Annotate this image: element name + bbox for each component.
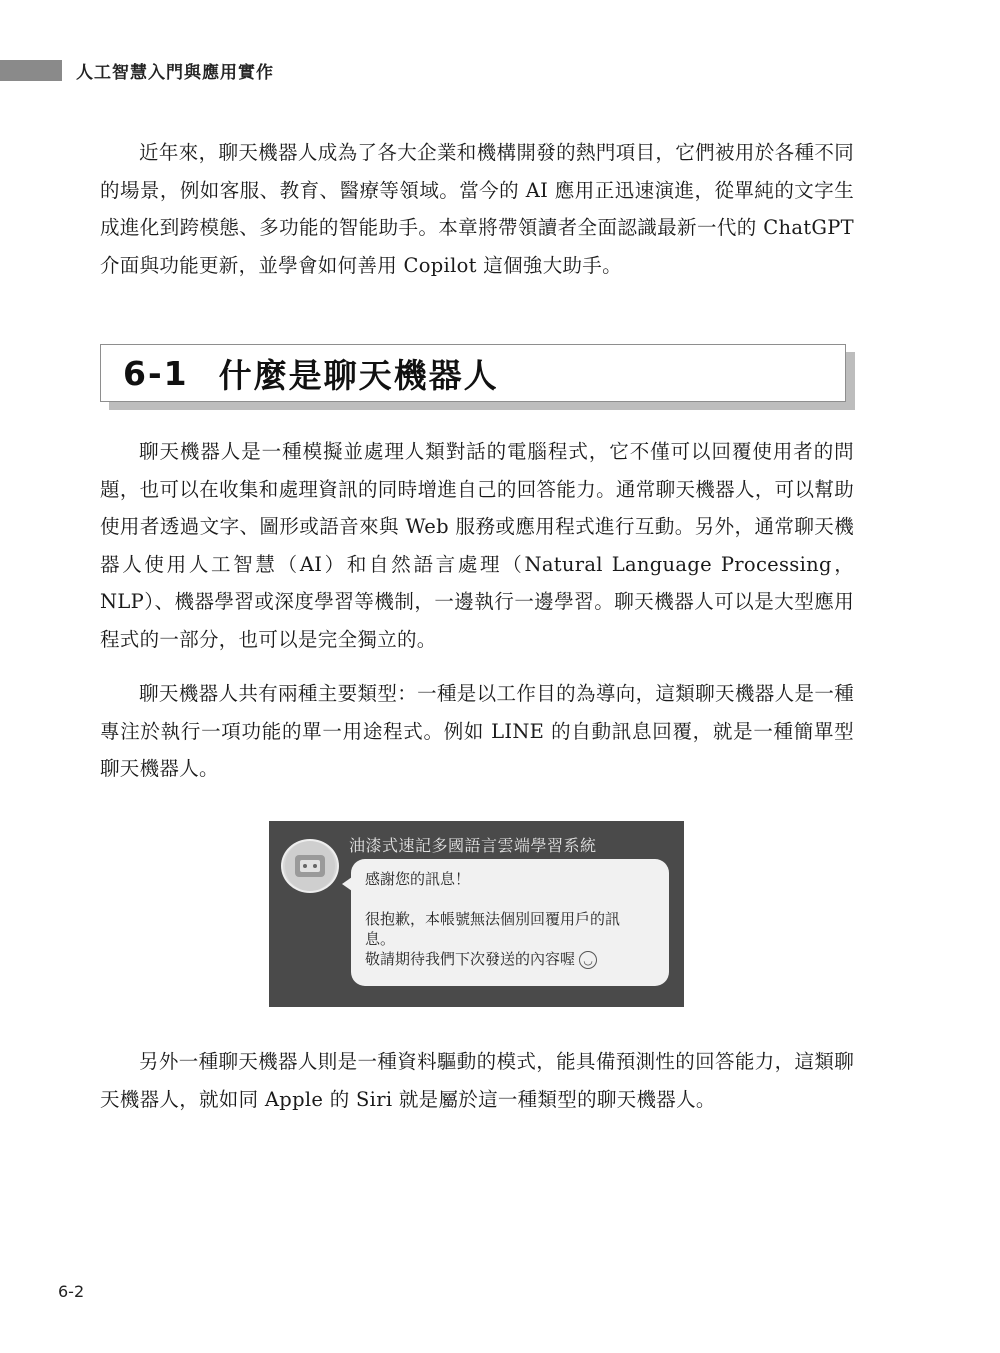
section-title: 什麼是聊天機器人 [218,355,499,395]
chat-screenshot-figure [269,821,684,1007]
intro-paragraph: 近年來，聊天機器人成為了各大企業和機構開發的熱門項目，它們被用於各種不同的場景，例如客服、教育、醫療等領域。當今的 AI 應用正迅速演進，從單純的文字生成進化到跨模態、多功能的智能助手。本章將帶領讀者全面認識最新一代的 ChatGPT 介面與功能更新，並學會如何善用 Copilot 這個強大助手。 [100,141,854,277]
chat-message-line: 感謝您的訊息！ [365,870,471,888]
chat-message-line [365,949,655,969]
data-driven-paragraph: 另外一種聊天機器人則是一種資料驅動的模式，能具備預測性的回答能力，這類聊天機器人，就如同 Apple 的 Siri 就是屬於這一種類型的聊天機器人。 [100,1050,854,1111]
types-paragraph: 聊天機器人共有兩種主要類型：一種是以工作目的為導向，這類聊天機器人是一種專注於執行一項功能的單一用途程式。例如 LINE 的自動訊息回覆，就是一種簡單型聊天機器人。 [100,682,854,780]
chat-sender-name: 油漆式速記多國語言雲端學習系統 [349,836,597,855]
section-heading [100,344,846,402]
smile-icon: ◡ [579,951,597,969]
definition-paragraph: 聊天機器人是一種模擬並處理人類對話的電腦程式，它不僅可以回覆使用者的問題，也可以在收集和處理資訊的同時增進自己的回答能力。通常聊天機器人，可以幫助使用者透過文字、圖形或語音來與 Web 服務或應用程式進行互動。另外，通常聊天機器人使用人工智慧（AI）和自然語言處理（Natural Language Processing，NLP）、機器學習或深度學習等機制，一邊執行一邊學習。聊天機器人可以是大型應用程式的一部分，也可以是完全獨立的。 [100,440,854,651]
header-accent-bar [0,60,62,81]
chat-message-text: 敬請期待我們下次發送的內容喔 [365,950,576,968]
page-number: 6-2 [58,1282,85,1301]
chat-message-line: 息。 [365,930,396,948]
avatar [281,839,339,893]
chat-message-line: 很抱歉，本帳號無法個別回覆用戶的訊 [365,910,621,928]
section-number: 6-1 [123,353,189,393]
running-header-title: 人工智慧入門與應用實作 [76,63,274,83]
chat-message-bubble [351,859,669,986]
